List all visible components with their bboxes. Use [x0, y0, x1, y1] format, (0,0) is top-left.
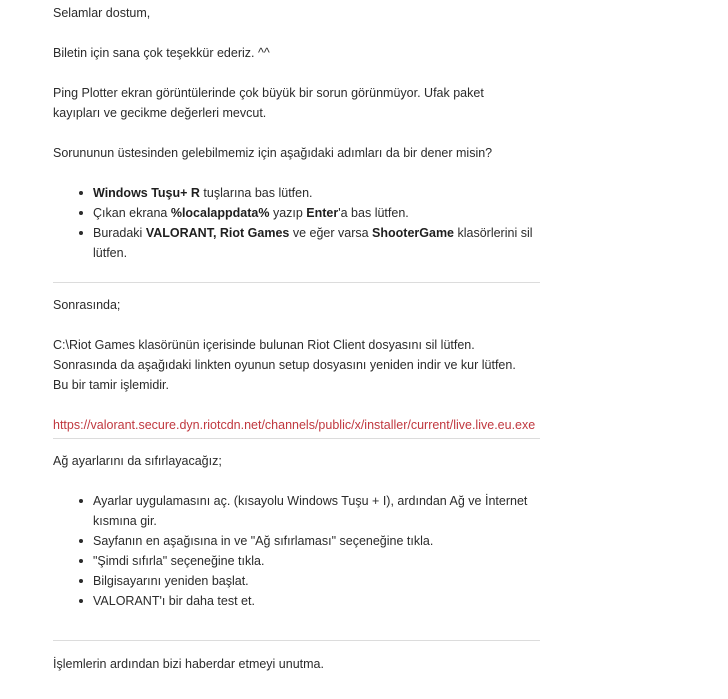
step-text: Ayarlar uygulamasını aç. (kısayolu Windows Tuşu + I), ardından Ağ ve İnternet [93, 494, 528, 508]
ping-line-2: kayıpları ve gecikme değerleri mevcut. [53, 106, 267, 120]
step-text: ve eğer varsa [289, 226, 373, 240]
thanks-text: Biletin için sana çok teşekkür ederiz. ^^ [53, 46, 270, 60]
appdata-steps-list [53, 183, 573, 263]
step-text: yazıp [269, 206, 307, 220]
riot-client-paragraph [53, 335, 573, 395]
list-item [93, 203, 573, 223]
network-steps-list [53, 491, 573, 611]
list-item: Sayfanın en aşağısına in ve "Ağ sıfırlaması" seçeneğine tıkla. [93, 531, 573, 551]
list-item: "Şimdi sıfırla" seçeneğine tıkla. [93, 551, 573, 571]
ping-plotter-paragraph [53, 83, 573, 123]
step-text: tuşlarına bas lütfen. [199, 186, 313, 200]
closing-text: İşlemlerin ardından bizi haberdar etmeyi unutma. [53, 657, 324, 671]
list-item [93, 223, 573, 263]
installer-link-paragraph [53, 415, 573, 435]
step-text: klasörlerini sil [454, 226, 533, 240]
step-text: kısmına gir. [93, 514, 157, 528]
riot-line-3: Bu bir tamir işlemidir. [53, 378, 169, 392]
windows-r-keys: Windows Tuşu+ R [93, 186, 200, 200]
afterwards-text: Sonrasında; [53, 298, 121, 312]
greeting-text: Selamlar dostum, [53, 6, 151, 20]
list-item: Bilgisayarını yeniden başlat. [93, 571, 573, 591]
ping-line-1: Ping Plotter ekran görüntülerinde çok büyük bir sorun görünmüyor. Ufak paket [53, 86, 484, 100]
list-item [93, 183, 573, 203]
step-text: Çıkan ekrana [93, 206, 171, 220]
step-text: lütfen. [93, 246, 128, 260]
step-text: Buradaki [93, 226, 146, 240]
enter-key: Enter [306, 206, 339, 220]
message-body [53, 0, 573, 674]
list-item: VALORANT'ı bir daha test et. [93, 591, 573, 611]
shootergame-folder: ShooterGame [372, 226, 455, 240]
try-steps-text: Sorununun üstesinden gelebilmemiz için aşağıdaki adımları da bir dener misin? [53, 146, 493, 160]
folder-names: VALORANT, Riot Games [145, 226, 290, 240]
network-reset-text: Ağ ayarlarını da sıfırlayacağız; [53, 454, 222, 468]
list-item [93, 491, 573, 531]
localappdata-term: %localappdata% [170, 206, 270, 220]
riot-line-2: Sonrasında da aşağıdaki linkten oyunun setup dosyasını yeniden indir ve kur lütfen. [53, 358, 516, 372]
installer-link[interactable]: https://valorant.secure.dyn.riotcdn.net/channels/public/x/installer/current/live.live.eu.exe [53, 418, 536, 432]
riot-line-1: C:\Riot Games klasörünün içerisinde bulunan Riot Client dosyasını sil lütfen. [53, 338, 475, 352]
step-text: 'a bas lütfen. [338, 206, 409, 220]
